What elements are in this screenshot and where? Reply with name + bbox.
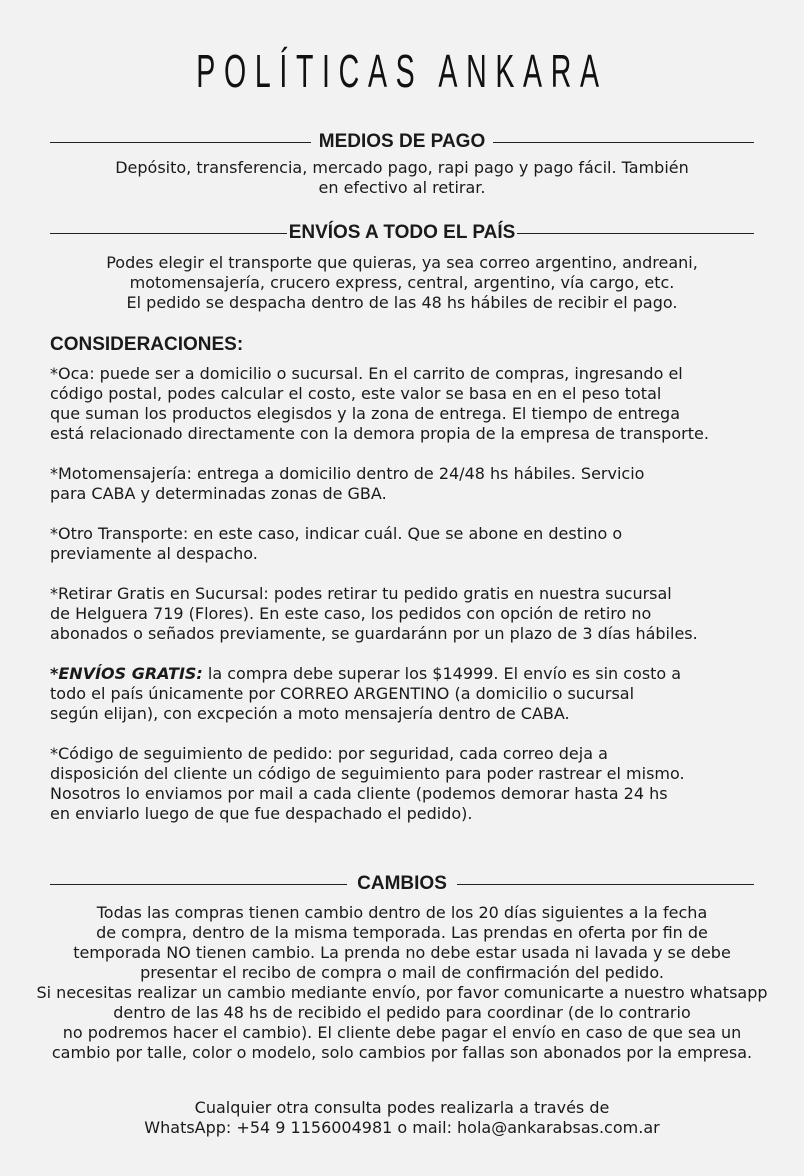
section-heading-envios [50, 220, 754, 246]
divider-line [493, 142, 754, 143]
retirar-paragraph: *Retirar Gratis en Sucursal: podes retirar tu pedido gratis en nuestra sucursal de Helguera 719 (Flores). En este caso, los pedidos con opción de retiro no abonados o señados previamente, se guardaránn por un plazo de 3 días hábiles. [50, 584, 698, 643]
envios-gratis-paragraph [50, 664, 790, 724]
motomensajeria-paragraph: *Motomensajería: entrega a domicilio dentro de 24/48 hs hábiles. Servicio para CABA y determinadas zonas de GBA. [50, 464, 645, 503]
divider-line [457, 884, 754, 885]
cambios-text: Todas las compras tienen cambio dentro de los 20 días siguientes a la fecha de compra, dentro de la misma temporada. Las prendas en oferta por fin de temporada NO tienen cambio. La prenda no debe estar usada ni lavada y se debe presentar el recibo de compra o mail de confirmación del pedido. Si necesitas realizar un cambio mediante envío, por favor comunicarte a nuestro whatsapp dentro de las 48 hs de recibido el pedido para coordinar (de lo contrario no podremos hacer el cambio). El cliente debe pagar el envío en caso de que sea un cambio por talle, color o modelo, solo cambios por fallas son abonados por la empresa. [36, 903, 768, 1062]
divider-line [50, 142, 311, 143]
heading-text: MEDIOS DE PAGO [318, 131, 486, 152]
envios-text: Podes elegir el transporte que quieras, ya sea correo argentino, andreani, motomensajería, crucero express, central, argentino, vía cargo, etc. El pedido se despacha dentro de las 48 hs hábiles de recibir el pago. [106, 253, 698, 312]
divider-line [517, 233, 754, 234]
medios-de-pago-text: Depósito, transferencia, mercado pago, rapi pago y pago fácil. También en efectivo al retirar. [115, 158, 689, 197]
heading-text: CAMBIOS [357, 873, 447, 894]
page-title: POLÍTICAS ANKARA [196, 45, 608, 97]
consideraciones-heading: CONSIDERACIONES: [50, 334, 244, 355]
envios-gratis-label: *ENVÍOS GRATIS: [50, 664, 203, 683]
contacto-text: Cualquier otra consulta podes realizarla a través de WhatsApp: +54 9 1156004981 o mail: hola@ankarabsas.com.ar [144, 1098, 660, 1137]
codigo-seguimiento-paragraph: *Código de seguimiento de pedido: por seguridad, cada correo deja a disposición del cliente un código de seguimiento para poder rastrear el mismo. Nosotros lo enviamos por mail a cada cliente (podemos demorar hasta 24 hs en enviarlo luego de que fue despachado el pedido). [50, 744, 685, 823]
envios-gratis-text: la compra debe superar los $14999. El envío es sin costo a todo el país únicamente por CORREO ARGENTINO (a domicilio o sucursal según elijan), con excpeción a moto mensajería dentro de CABA. [50, 664, 682, 723]
section-heading-medios-de-pago [50, 129, 754, 155]
otro-transporte-paragraph: *Otro Transporte: en este caso, indicar cuál. Que se abone en destino o previamente al despacho. [50, 524, 623, 563]
section-heading-cambios [50, 871, 754, 897]
oca-paragraph: *Oca: puede ser a domicilio o sucursal. En el carrito de compras, ingresando el código postal, podes calcular el costo, este valor se basa en en el peso total que suman los productos elegisdos y la zona de entrega. El tiempo de entrega está relacionado directamente con la demora propia de la empresa de transporte. [50, 364, 709, 443]
divider-line [50, 884, 347, 885]
heading-text: ENVÍOS A TODO EL PAÍS [288, 222, 516, 243]
divider-line [50, 233, 287, 234]
